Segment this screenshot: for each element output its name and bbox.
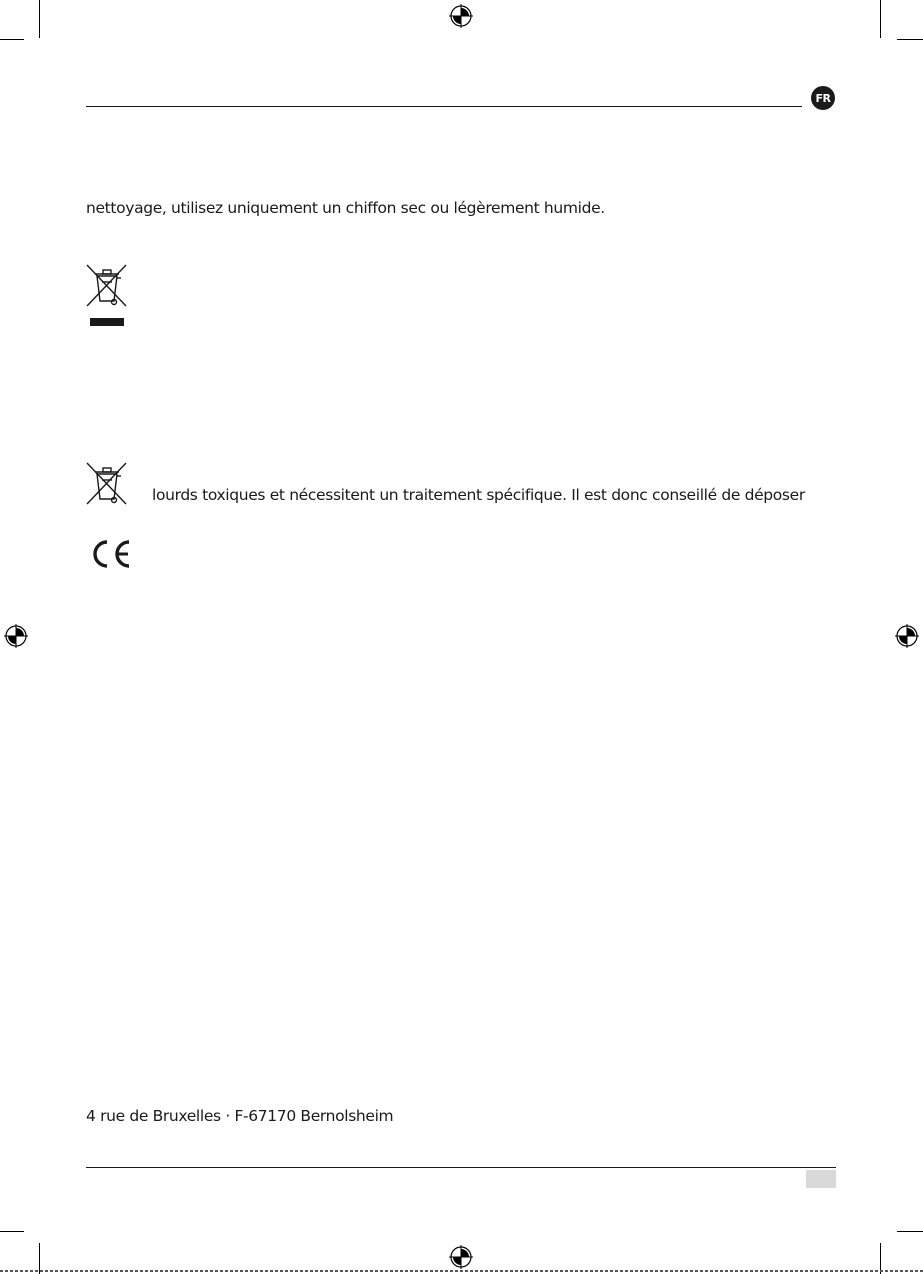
weee-bin-icon: [84, 460, 130, 508]
registration-mark-icon: [449, 4, 473, 28]
cleaning-text: nettoyage, utilisez uniquement un chiffon sec ou légèrement humide.: [86, 199, 605, 217]
language-badge: FR: [811, 86, 835, 110]
battery-text: lourds toxiques et nécessitent un traitement spécifique. Il est donc conseillé de déposer: [152, 486, 805, 504]
registration-mark-icon: [895, 624, 919, 648]
page-number-box: [806, 1170, 836, 1188]
header-rule: [86, 106, 802, 107]
address-text: 4 rue de Bruxelles · F-67170 Bernolsheim: [86, 1107, 394, 1125]
trim-line: [0, 1270, 923, 1272]
registration-mark-icon: [449, 1245, 473, 1269]
crop-mark-tr-h: [897, 39, 923, 40]
crop-mark-tr-v: [880, 0, 881, 38]
registration-mark-icon: [4, 624, 28, 648]
crop-mark-bl-h: [0, 1231, 24, 1232]
ce-mark-icon: [88, 538, 132, 570]
footer-rule: [86, 1167, 836, 1168]
crop-mark-tl-h: [0, 39, 24, 40]
weee-bin-icon: [84, 262, 130, 328]
crop-mark-tl-v: [39, 0, 40, 38]
crop-mark-br-h: [897, 1231, 923, 1232]
